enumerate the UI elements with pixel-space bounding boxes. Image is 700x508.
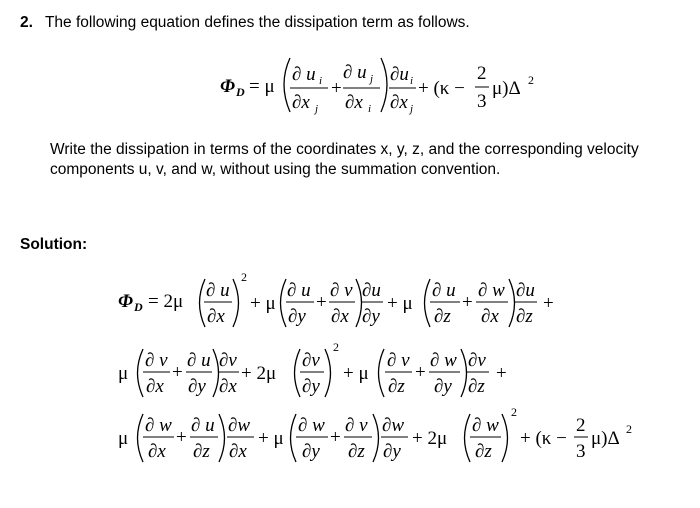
frac-den: ∂z [388,376,405,397]
phi-symbol: Φ [220,76,235,97]
paren-left [200,279,206,327]
phi-subscript: D [236,85,245,99]
frac-den: ∂x [148,441,166,462]
paren-left [291,414,297,462]
frac-den: ∂z [468,376,485,397]
frac-den: ∂y [288,306,306,327]
frac-den: 3 [576,441,586,462]
frac-den: ∂x [390,92,408,113]
frac-num: ∂ w [478,280,505,301]
plus-2mu: + 2μ [241,363,277,384]
frac-den: 3 [477,91,487,112]
superscript: 2 [333,340,339,354]
paren-right [233,279,239,327]
frac-num: ∂ w [430,350,457,371]
frac-den: ∂z [516,306,533,327]
superscript: 2 [528,73,534,87]
superscript: 2 [511,405,517,419]
frac-den: ∂y [302,441,320,462]
paren-left [425,279,431,327]
frac-den: ∂x [331,306,349,327]
kappa-term: + (κ − [520,428,567,449]
paren-left [281,279,287,327]
frac-num: ∂ u [187,350,211,371]
instruction-text: Write the dissipation in terms of the coordinates x, y, z, and the corresponding velocity components u, v, and w, without using the summation convention. [50,141,639,178]
frac-den: ∂z [193,441,210,462]
frac-sub: j [410,103,414,115]
frac-den: ∂y [188,376,206,397]
frac-den: ∂x [219,376,237,397]
plus-mu: + μ [258,428,284,449]
paren-left [465,414,471,462]
frac-den: ∂y [434,376,452,397]
frac-den: ∂x [345,92,363,113]
frac-sub: j [370,73,374,85]
eq-sign: = μ [249,76,275,97]
frac-num: ∂ u [191,415,215,436]
frac-num: ∂v [219,350,237,371]
superscript: 2 [626,422,632,436]
frac-num: ∂ u [292,64,316,85]
frac-num: ∂ v [345,415,368,436]
plus: + [415,362,426,383]
plus: + [543,293,554,314]
paren-right [356,279,362,327]
mu: μ [118,363,129,384]
frac-num: 2 [477,63,487,84]
plus: + [316,292,327,313]
mu-delta: μ)Δ [492,78,521,99]
paren-right [219,414,225,462]
mu: μ [118,428,129,449]
plus: + [496,363,507,384]
mu-delta: μ)Δ [591,428,620,449]
kappa-term: + (κ − [418,78,465,99]
frac-sub: i [319,75,323,87]
question-text: The following equation defines the dissipation term as follows. [44,14,470,31]
frac-num: ∂ v [145,350,168,371]
plus-mu: + μ [250,293,276,314]
paren-left [138,414,144,462]
paren-left [138,349,144,397]
paren-right [461,349,467,397]
frac-num: ∂u [516,280,535,301]
frac-num: ∂ u [432,280,456,301]
plus-mu: + μ [387,293,413,314]
frac-num: ∂w [382,415,405,436]
frac-den: ∂x [146,376,164,397]
plus: + [330,427,341,448]
frac-num: ∂v [302,350,320,371]
plus: + [172,362,183,383]
paren-right [373,414,379,462]
frac-num: ∂w [228,415,251,436]
phi-symbol: Φ [118,291,133,312]
frac-num: ∂ w [472,415,499,436]
phi-subscript: D [134,300,143,314]
frac-num: ∂ w [145,415,172,436]
frac-num: ∂ v [387,350,410,371]
frac-den: ∂x [481,306,499,327]
superscript: 2 [241,270,247,284]
plus: + [462,292,473,313]
paren-right [509,279,515,327]
plus: + [176,427,187,448]
paren-left [295,349,301,397]
paren-right [325,349,331,397]
frac-den: ∂x [207,306,225,327]
paren-left [379,349,385,397]
frac-num: ∂u [390,64,409,85]
frac-den: ∂x [292,92,310,113]
plus-mu: + μ [343,363,369,384]
frac-den: ∂y [302,376,320,397]
frac-den: ∂y [362,306,380,327]
frac-num: ∂ v [330,280,353,301]
solution-label: Solution: [20,236,88,253]
frac-num: ∂v [468,350,486,371]
frac-den: ∂x [229,441,247,462]
frac-sub: j [315,103,319,115]
frac-den: ∂z [348,441,365,462]
frac-sub: i [410,75,414,87]
frac-num: 2 [576,415,586,436]
frac-den: ∂y [383,441,401,462]
question-number: 2. [20,14,33,31]
frac-num: ∂ u [206,280,230,301]
plus-2mu: + 2μ [412,428,448,449]
frac-num: ∂ u [287,280,311,301]
frac-sub: i [368,103,372,115]
paren-right [213,349,219,397]
frac-num: ∂ u [343,62,367,83]
paren-right [502,414,508,462]
frac-num: ∂u [362,280,381,301]
plus: + [331,78,342,99]
frac-den: ∂z [434,306,451,327]
frac-num: ∂ w [298,415,325,436]
eq-sign: = 2μ [148,291,184,312]
frac-den: ∂z [475,441,492,462]
